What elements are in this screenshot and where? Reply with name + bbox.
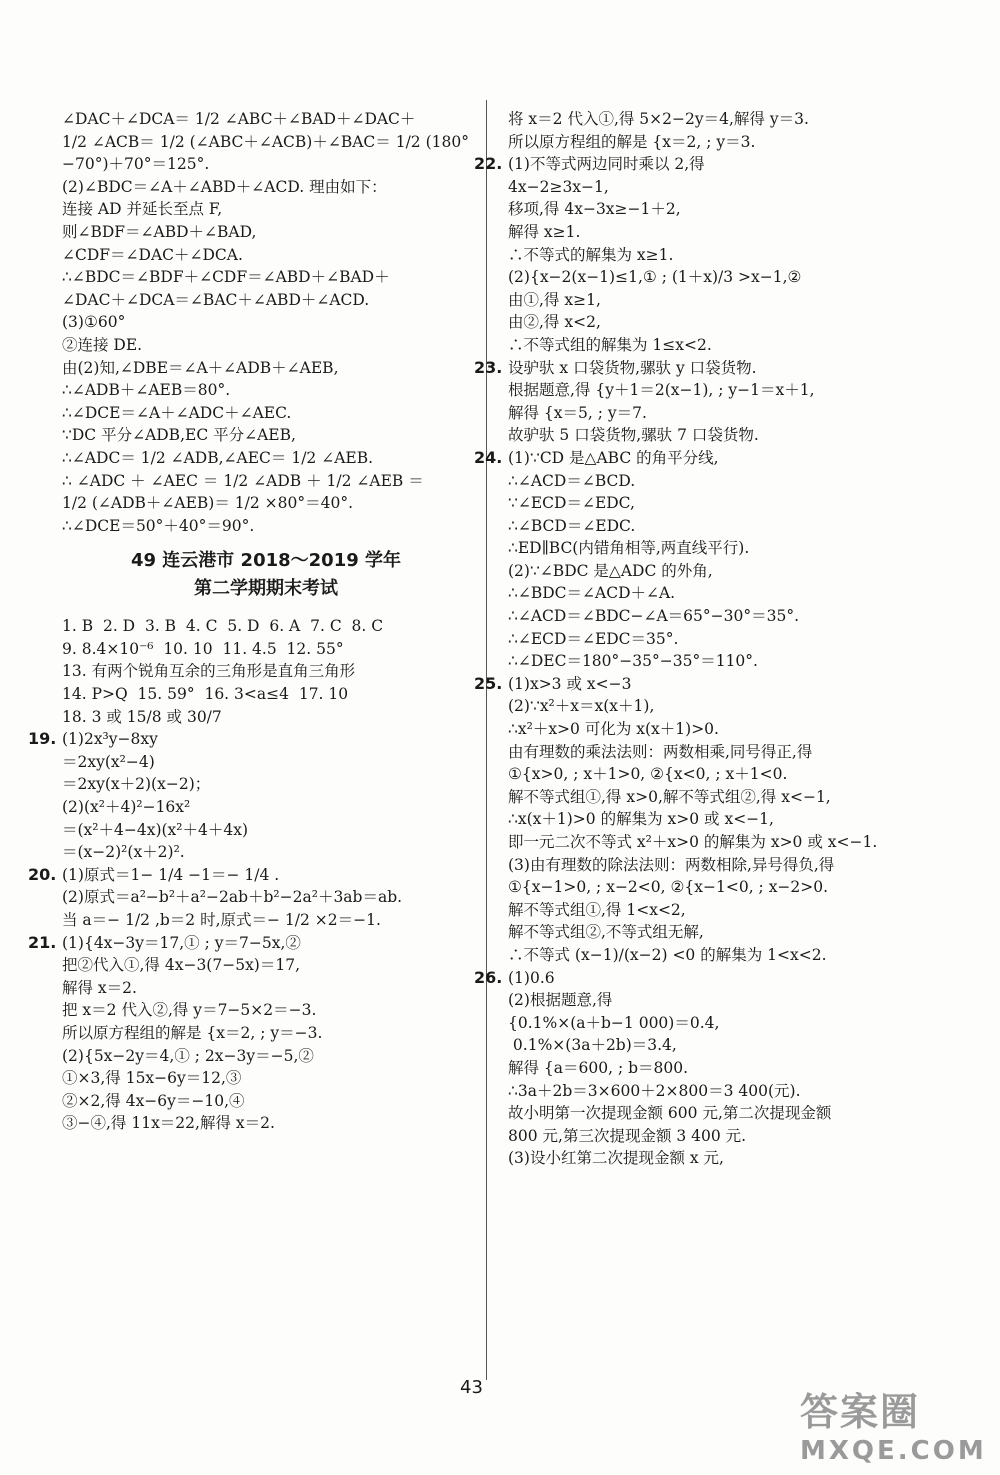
text-content: 解得 x＝2. [62,978,137,997]
text-line [62,796,470,819]
text-line [62,1067,470,1090]
text-content: ∴3a＋2b＝3×600＋2×800＝3 400(元). [508,1081,801,1100]
text-content: ∴x(x＋1)>0 的解集为 x>0 或 x<−1, [508,810,774,829]
text-line [62,1045,470,1068]
text-line [62,515,470,538]
text-content: (2)(x²＋4)²−16x² [62,798,191,817]
section-title: 49 连云港市 2018～2019 学年 [130,550,402,572]
text-line [508,831,928,854]
text-line [62,176,470,199]
text-content: ∴∠DEC＝180°−35°−35°＝110°. [508,652,758,671]
text-content: 解得 {x＝5, ; y＝7. [508,403,647,422]
text-content: 所以原方程组的解是 {x＝2, ; y＝−3. [62,1023,323,1042]
text-content: 把 x＝2 代入②,得 y＝7−5×2＝−3. [62,1001,317,1020]
text-line [508,311,928,334]
text-content: (2){x−2(x−1)≤1,① ; (1＋x)/3 >x−1,② [508,268,802,287]
text-content: −70°)＋70°＝125°. [62,155,210,174]
text-content: ②连接 DE. [62,335,143,354]
page-number: 43 [460,1377,483,1398]
text-line [508,1102,928,1125]
text-line [508,266,928,289]
question-number: 20. [28,864,57,884]
text-content: 解不等式组②,不等式组无解, [508,923,704,942]
text-line [62,977,470,1000]
text-content: (2)∠BDC＝∠A＋∠ABD＋∠ACD. 理由如下： [62,177,387,196]
watermark-url: MXQE.COM [800,1436,987,1466]
text-content: 800 元,第三次提现金额 3 400 元. [508,1126,747,1145]
text-line [508,334,928,357]
text-content: ∴ED∥BC(内错角相等,两直线平行). [508,539,750,558]
text-content: (1){4x−3y＝17,① ; y＝7−5x,② [62,933,301,952]
text-line [62,244,470,267]
text-content: 9. 8.4×10⁻⁶ 10. 10 11. 4.5 12. 55° [62,639,344,658]
text-line [28,728,470,751]
text-line [62,289,470,312]
text-line [62,402,470,425]
text-line [508,560,928,583]
text-line [62,221,470,244]
right-column [474,108,928,1170]
text-content: (1)∵CD 是△ABC 的角平分线, [508,448,719,467]
text-line [508,808,928,831]
text-line [508,921,928,944]
text-line [508,1057,928,1080]
text-line [508,470,928,493]
text-line [508,131,928,154]
text-content: ∴∠ACD＝∠BCD. [508,471,636,490]
text-line [474,447,928,470]
text-content: 当 a＝− 1/2 ,b＝2 时,原式＝− 1/2 ×2＝−1. [62,911,381,929]
text-content: ∴ ∠ADC ＋ ∠AEC ＝ 1/2 ∠ADB ＋ 1/2 ∠AEB ＝ [62,471,424,490]
text-content: 1/2 ∠ACB＝ 1/2 (∠ABC＋∠ACB)＋∠BAC＝ 1/2 (180° [62,132,469,151]
text-content: ∴不等式 (x−1)/(x−2) <0 的解集为 1<x<2. [508,945,827,964]
text-line [508,1125,928,1148]
text-content: 1. B 2. D 3. B 4. C 5. D 6. A 7. C 8. C [62,617,384,636]
text-content: (2){5x−2y＝4,① ; 2x−3y＝−5,② [62,1046,314,1065]
text-line [508,944,928,967]
text-line [62,615,470,638]
question-number: 22. [474,154,503,174]
text-content: ∴∠ADC＝ 1/2 ∠ADB,∠AEC＝ 1/2 ∠AEB. [62,448,374,467]
text-content: ①{x>0, ; x＋1>0, ②{x<0, ; x＋1<0. [508,765,788,784]
text-content: ＝(x²＋4−4x)(x²＋4＋4x) [62,820,249,839]
text-content: ∴不等式的解集为 x≥1. [508,245,674,264]
text-content: 解不等式组①,得 x>0,解不等式组②,得 x<−1, [508,787,831,806]
column-divider [486,100,487,1380]
text-line [62,909,470,932]
text-line [62,773,470,796]
text-line [62,683,470,706]
text-content: ∴∠BCD＝∠EDC. [508,516,636,535]
text-line [62,266,470,289]
question-24 [474,447,928,673]
text-content: (2)原式＝a²−b²＋a²−2ab＋b²−2a²＋3ab＝ab. [62,888,403,907]
text-line [62,706,470,729]
text-content: (3)由有理数的除法法则：两数相除,异号得负,得 [508,855,835,874]
text-content: ∴∠ECD＝∠EDC＝35°. [508,629,679,648]
text-line [474,357,928,380]
text-content: ∴∠DCE＝∠A＋∠ADC＋∠AEC. [62,403,292,422]
text-line [62,424,470,447]
text-line [474,967,928,990]
text-content: ∴∠BDC＝∠ACD＋∠A. [508,584,676,603]
text-content: (1)2x³y−8xy [62,730,158,749]
text-line [62,198,470,221]
text-content: {0.1%×(a＋b−1 000)＝0.4, [508,1013,720,1032]
text-line [508,492,928,515]
text-line [508,1147,928,1170]
short-answers [62,615,470,728]
text-content: 由②,得 x<2, [508,313,601,332]
text-content: ＝2xy(x＋2)(x−2)； [62,775,211,794]
text-line [508,176,928,199]
text-line [508,537,928,560]
text-line [62,1090,470,1113]
text-line [508,605,928,628]
text-content: 即一元二次不等式 x²＋x>0 的解集为 x>0 或 x<−1. [508,833,878,851]
text-line [62,886,470,909]
text-line [62,1022,470,1045]
text-content: (2)∵x²＋x＝x(x＋1), [508,697,655,716]
text-line [508,695,928,718]
text-line [508,786,928,809]
question-21 [28,932,470,1135]
question-number: 19. [28,729,57,749]
text-line [474,673,928,696]
text-content: ∵DC 平分∠ADB,EC 平分∠AEB, [62,426,296,445]
question-25 [474,673,928,967]
text-line [508,650,928,673]
text-content: 解不等式组①,得 1<x<2, [508,900,686,919]
text-line [62,492,470,515]
text-line [62,819,470,842]
text-content: ③−④,得 11x＝22,解得 x＝2. [62,1114,275,1133]
text-line [62,357,470,380]
question-23 [474,357,928,447]
text-line [508,628,928,651]
text-line [508,221,928,244]
text-line [474,153,928,176]
text-line [508,989,928,1012]
text-content: ②×2,得 4x−6y＝−10,④ [62,1091,245,1110]
text-content: 根据题意,得 {y＋1＝2(x−1), ; y−1＝x＋1, [508,381,815,400]
text-line [62,751,470,774]
text-content: 解得 x≥1. [508,222,581,241]
text-line [62,638,470,661]
text-line [508,741,928,764]
text-content: 1/2 (∠ADB＋∠AEB)＝ 1/2 ×80°＝40°. [62,494,354,513]
text-content: (2)根据题意,得 [508,991,613,1010]
text-content: ①{x−1>0, ; x−2<0, ②{x−1<0, ; x−2>0. [508,878,829,897]
text-line [62,999,470,1022]
text-line [508,854,928,877]
text-line [508,1034,928,1057]
question-number: 21. [28,932,57,952]
text-content: (2)∵∠BDC 是△ADC 的外角, [508,561,713,580]
text-content: ∴不等式组的解集为 1≤x<2. [508,335,712,354]
text-line [508,718,928,741]
text-line [62,131,470,154]
question-21-continued [508,108,928,153]
left-column [28,108,470,1135]
text-content: 连接 AD 并延长至点 F, [62,200,223,219]
text-content: 13. 有两个锐角互余的三角形是直角三角形 [62,662,356,681]
text-line [508,582,928,605]
text-line [508,402,928,425]
text-content: 18. 3 或 15/8 或 30/7 [62,707,222,726]
text-line [62,334,470,357]
watermark-text: 答案圈 [800,1390,921,1434]
text-content: 由(2)知,∠DBE＝∠A＋∠ADB＋∠AEB, [62,358,339,377]
question-number: 23. [474,357,503,377]
text-content: 0.1%×(3a＋2b)＝3.4, [508,1036,677,1055]
text-content: (1)0.6 [508,968,555,987]
text-line [508,876,928,899]
solution-continued [62,108,470,537]
text-line [62,108,470,131]
text-line [508,1012,928,1035]
text-content: ∠CDF＝∠DAC＋∠DCA. [62,245,243,264]
text-line [62,954,470,977]
text-line [508,1080,928,1103]
question-26 [474,967,928,1170]
text-content: ∠DAC＋∠DCA＝ 1/2 ∠ABC＋∠BAD＋∠DAC＋ [62,110,416,128]
text-line [508,515,928,538]
text-line [508,379,928,402]
text-line [508,108,928,131]
text-line [62,470,470,493]
section-subtitle: 第二学期期末考试 [194,578,338,600]
text-content: ∴∠DCE＝50°＋40°＝90°. [62,516,255,535]
text-line [508,289,928,312]
text-content: (1)不等式两边同时乘以 2,得 [508,155,705,174]
text-line [28,864,470,887]
text-content: 故小明第一次提现金额 600 元,第二次提现金额 [508,1104,832,1123]
text-content: (3)①60° [62,313,126,332]
question-number: 24. [474,447,503,467]
text-content: (3)设小红第二次提现金额 x 元, [508,1149,724,1168]
text-content: 则∠BDF＝∠ABD＋∠BAD, [62,222,257,241]
text-line [62,660,470,683]
text-content: 把②代入①,得 4x−3(7−5x)＝17, [62,956,301,975]
text-content: ∴∠ADB＋∠AEB＝80°. [62,381,231,400]
text-content: 将 x＝2 代入①,得 5×2−2y＝4,解得 y＝3. [508,110,809,128]
text-content: 设驴驮 x 口袋货物,骡驮 y 口袋货物. [508,358,757,377]
text-line [508,244,928,267]
question-19 [28,728,470,864]
text-content: 由有理数的乘法法则：两数相乘,同号得正,得 [508,742,813,761]
text-line [508,763,928,786]
text-line [508,424,928,447]
text-content: ∵∠ECD＝∠EDC, [508,494,635,513]
text-line [62,447,470,470]
text-content: 14. P>Q 15. 59° 16. 3<a≤4 17. 10 [62,685,349,704]
text-content: ∴∠BDC＝∠BDF＋∠CDF＝∠ABD＋∠BAD＋ [62,268,390,287]
text-content: ＝2xy(x²−4) [62,752,155,771]
text-content: ∴∠ACD＝∠BDC−∠A＝65°−30°＝35°. [508,607,799,626]
text-content: ①×3,得 15x−6y＝12,③ [62,1069,242,1088]
question-20 [28,864,470,932]
question-22 [474,153,928,356]
text-content: 移项,得 4x−3x≥−1＋2, [508,200,681,219]
text-content: (1)x>3 或 x<−3 [508,674,632,693]
question-number: 26. [474,967,503,987]
text-line [62,1112,470,1135]
text-content: 故驴驮 5 口袋货物,骡驮 7 口袋货物. [508,426,759,445]
text-line [62,841,470,864]
text-line [28,932,470,955]
text-content: 4x−2≥3x−1, [508,177,609,196]
text-line [508,899,928,922]
watermark-logo [800,1381,987,1466]
text-content: 解得 {a＝600, ; b＝800. [508,1058,689,1077]
text-content: 由①,得 x≥1, [508,290,601,309]
text-content: ＝(x−2)²(x＋2)². [62,843,185,862]
text-content: ∴x²＋x>0 可化为 x(x＋1)>0. [508,720,719,739]
text-line [62,379,470,402]
text-line [62,153,470,176]
question-number: 25. [474,673,503,693]
text-content: (1)原式＝1− 1/4 −1＝− 1/4 . [62,865,280,884]
text-content: ∠DAC＋∠DCA＝∠BAC＋∠ABD＋∠ACD. [62,290,370,309]
text-line [62,311,470,334]
text-line [508,198,928,221]
text-content: 所以原方程组的解是 {x＝2, ; y＝3. [508,132,756,151]
